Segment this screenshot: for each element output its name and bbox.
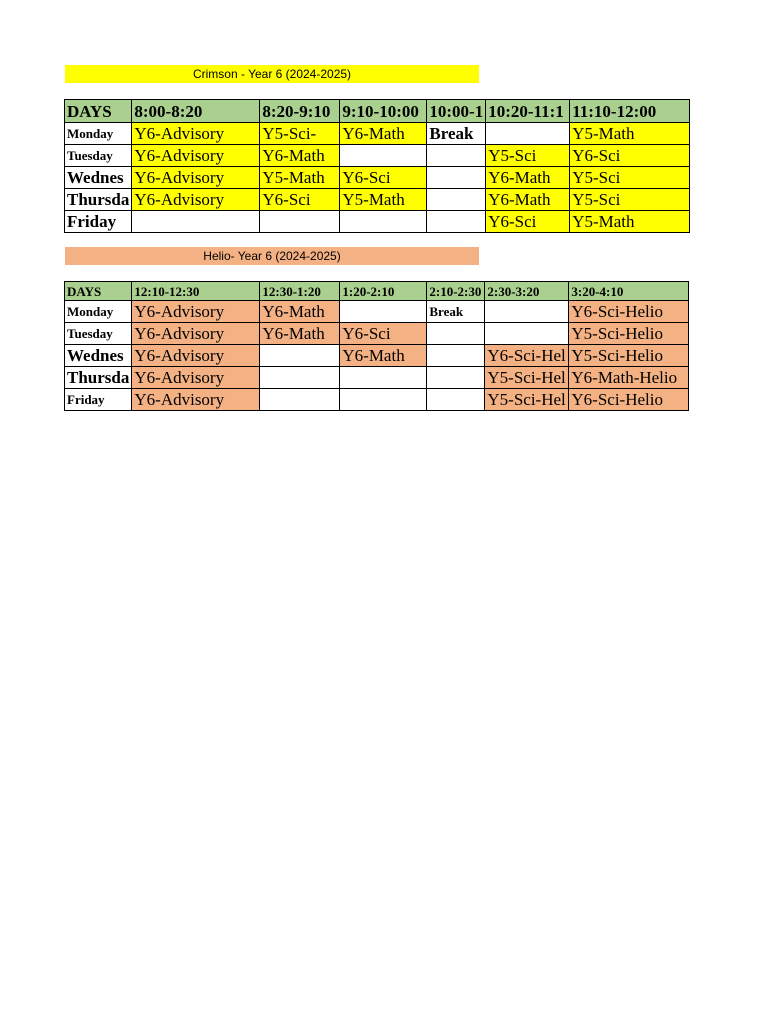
- table-cell: [427, 167, 486, 189]
- table-cell: Y6-Sci-Helio: [569, 389, 689, 411]
- table-cell: Y5-Math: [570, 123, 690, 145]
- table-cell: Y6-Math: [340, 345, 427, 367]
- table-cell: Y6-Advisory: [132, 189, 260, 211]
- table-cell: Y6-Math: [340, 123, 427, 145]
- table-cell: Y5-Sci: [570, 189, 690, 211]
- table-cell: Y5-Sci-Hel: [485, 389, 569, 411]
- table-cell: Y6-Sci: [260, 189, 340, 211]
- table-cell: Y6-Advisory: [132, 123, 260, 145]
- day-label: Wednes: [65, 345, 132, 367]
- table-cell: [340, 367, 427, 389]
- header-days: DAYS: [65, 100, 132, 123]
- table-cell: Y6-Math: [260, 323, 340, 345]
- table-cell: [340, 389, 427, 411]
- table-cell: Y6-Advisory: [132, 345, 260, 367]
- table-cell: Y5-Sci-: [260, 123, 340, 145]
- crimson-schedule-title: Crimson - Year 6 (2024-2025): [65, 65, 479, 83]
- table-cell: Y6-Sci: [340, 323, 427, 345]
- table-cell: Break: [427, 123, 486, 145]
- table-header-row: [65, 282, 689, 301]
- table-cell: [485, 323, 569, 345]
- table-cell: Y6-Advisory: [132, 301, 260, 323]
- header-period-5: 2:30-3:20: [485, 282, 569, 301]
- table-cell: Y6-Advisory: [132, 167, 260, 189]
- table-cell: [340, 211, 427, 233]
- table-cell: [340, 301, 427, 323]
- table-cell: [486, 123, 570, 145]
- table-row: [65, 189, 690, 211]
- table-row: [65, 389, 689, 411]
- table-cell: Y6-Sci: [486, 211, 570, 233]
- table-cell: Y6-Sci-Hel: [485, 345, 569, 367]
- table-cell: [485, 301, 569, 323]
- header-period-1: 12:10-12:30: [132, 282, 260, 301]
- header-days: DAYS: [65, 282, 132, 301]
- table-cell: Y5-Math: [570, 211, 690, 233]
- table-cell: [427, 345, 485, 367]
- table-header-row: [65, 100, 690, 123]
- table-cell: [427, 389, 485, 411]
- table-cell: [260, 389, 340, 411]
- header-period-3: 9:10-10:00: [340, 100, 427, 123]
- table-cell: Y5-Sci: [570, 167, 690, 189]
- crimson-schedule-table: [64, 99, 690, 233]
- header-period-5: 10:20-11:1: [486, 100, 570, 123]
- table-row: [65, 367, 689, 389]
- helio-schedule-table: [64, 281, 689, 411]
- table-cell: Y6-Advisory: [132, 367, 260, 389]
- day-label: Friday: [65, 211, 132, 233]
- day-label: Monday: [65, 301, 132, 323]
- day-label: Friday: [65, 389, 132, 411]
- table-cell: Y5-Math: [340, 189, 427, 211]
- table-cell: [427, 323, 485, 345]
- header-period-4: 10:00-1: [427, 100, 486, 123]
- table-cell: Y6-Advisory: [132, 145, 260, 167]
- day-label: Thursda: [65, 367, 132, 389]
- table-cell: [427, 211, 486, 233]
- table-cell: Y5-Sci-Helio: [569, 345, 689, 367]
- table-cell: Y5-Sci-Hel: [485, 367, 569, 389]
- day-label: Tuesday: [65, 145, 132, 167]
- table-cell: Y5-Sci: [486, 145, 570, 167]
- table-row: [65, 345, 689, 367]
- header-period-6: 3:20-4:10: [569, 282, 689, 301]
- table-row: [65, 167, 690, 189]
- day-label: Tuesday: [65, 323, 132, 345]
- table-cell: [260, 211, 340, 233]
- table-cell: Y5-Math: [260, 167, 340, 189]
- header-period-4: 2:10-2:30: [427, 282, 485, 301]
- table-cell: Y6-Math: [486, 167, 570, 189]
- table-cell: Y6-Math: [486, 189, 570, 211]
- table-cell: Y5-Sci-Helio: [569, 323, 689, 345]
- table-cell: Y6-Math-Helio: [569, 367, 689, 389]
- table-cell: Y6-Sci: [570, 145, 690, 167]
- table-row: [65, 123, 690, 145]
- table-cell: Y6-Sci-Helio: [569, 301, 689, 323]
- table-cell: Y6-Sci: [340, 167, 427, 189]
- table-cell: Break: [427, 301, 485, 323]
- table-row: [65, 301, 689, 323]
- header-period-1: 8:00-8:20: [132, 100, 260, 123]
- helio-schedule-title: Helio- Year 6 (2024-2025): [65, 247, 479, 265]
- day-label: Thursda: [65, 189, 132, 211]
- table-row: [65, 211, 690, 233]
- header-period-2: 12:30-1:20: [260, 282, 340, 301]
- header-period-3: 1:20-2:10: [340, 282, 427, 301]
- table-cell: [260, 367, 340, 389]
- table-cell: Y6-Advisory: [132, 389, 260, 411]
- table-cell: [427, 367, 485, 389]
- table-cell: Y6-Advisory: [132, 323, 260, 345]
- day-label: Monday: [65, 123, 132, 145]
- header-period-6: 11:10-12:00: [570, 100, 690, 123]
- table-cell: [132, 211, 260, 233]
- table-row: [65, 323, 689, 345]
- table-row: [65, 145, 690, 167]
- table-cell: [427, 145, 486, 167]
- table-cell: Y6-Math: [260, 301, 340, 323]
- day-label: Wednes: [65, 167, 132, 189]
- header-period-2: 8:20-9:10: [260, 100, 340, 123]
- table-cell: [260, 345, 340, 367]
- table-cell: Y6-Math: [260, 145, 340, 167]
- table-cell: [340, 145, 427, 167]
- table-cell: [427, 189, 486, 211]
